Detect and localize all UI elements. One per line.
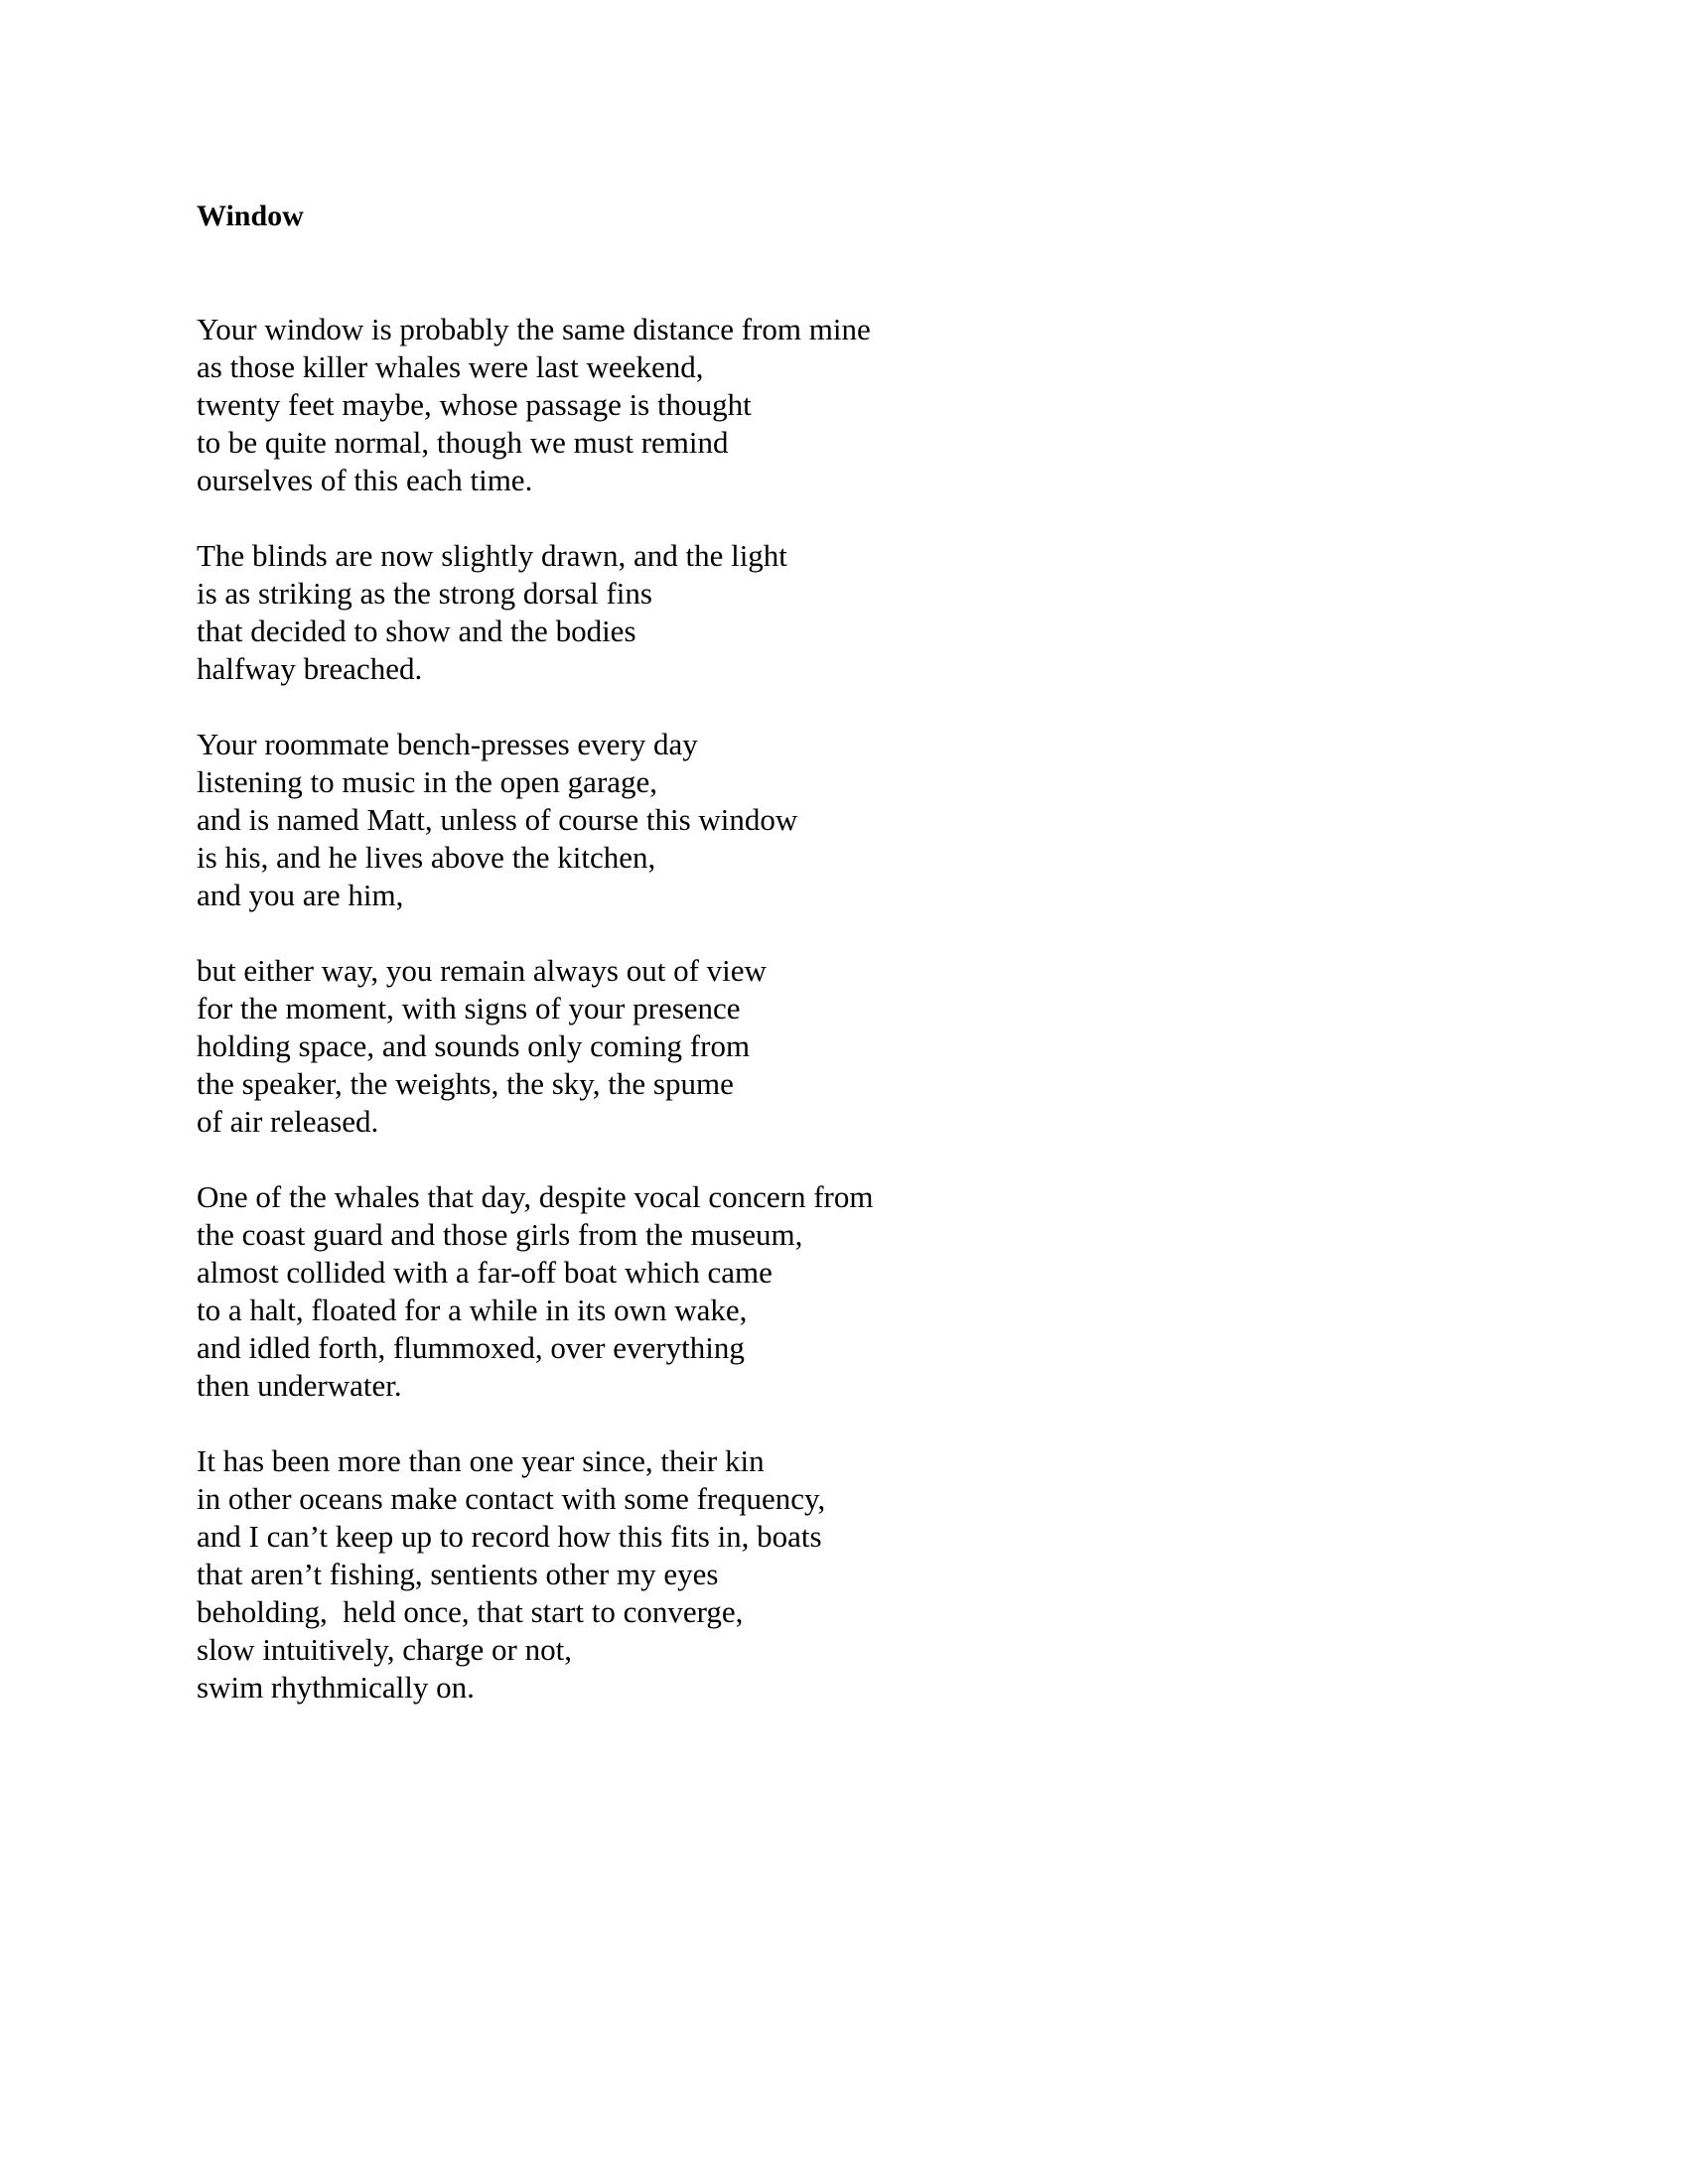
poem-line: and you are him, <box>197 878 404 912</box>
poem-line: twenty feet maybe, whose passage is thought <box>197 387 752 422</box>
poem-line: and is named Matt, unless of course this window <box>197 802 798 837</box>
poem-line: beholding, held once, that start to converge, <box>197 1594 744 1629</box>
poem-line: in other oceans make contact with some frequency, <box>197 1481 826 1516</box>
poem-line: the speaker, the weights, the sky, the spume <box>197 1066 734 1101</box>
poem-line: to a halt, floated for a while in its own wake, <box>197 1293 748 1327</box>
poem-line: and idled forth, flummoxed, over everything <box>197 1330 745 1365</box>
poem-line: is as striking as the strong dorsal fins <box>197 576 652 611</box>
poem-body <box>197 311 1487 1744</box>
poem-line: is his, and he lives above the kitchen, <box>197 840 656 875</box>
poem-title: Window <box>197 200 304 232</box>
poem-line: ourselves of this each time. <box>197 463 533 497</box>
poem-line: as those killer whales were last weekend, <box>197 349 704 384</box>
stanza-3 <box>197 726 1487 914</box>
poem-line: that decided to show and the bodies <box>197 614 636 648</box>
poem-line: slow intuitively, charge or not, <box>197 1632 572 1667</box>
poem-line: then underwater. <box>197 1368 402 1403</box>
poem-line: but either way, you remain always out of view <box>197 953 767 988</box>
poem-line: to be quite normal, though we must remind <box>197 425 729 460</box>
poem-line: halfway breached. <box>197 651 423 686</box>
stanza-6 <box>197 1442 1487 1706</box>
poem-line: the coast guard and those girls from the museum, <box>197 1217 803 1252</box>
poem-line: swim rhythmically on. <box>197 1670 475 1705</box>
poem-line: that aren’t fishing, sentients other my eyes <box>197 1557 719 1591</box>
poem-line: Your roommate bench-presses every day <box>197 727 698 761</box>
stanza-5 <box>197 1178 1487 1405</box>
poem-line: and I can’t keep up to record how this fits in, boats <box>197 1519 822 1554</box>
poem-line: Your window is probably the same distance from mine <box>197 312 871 346</box>
stanza-1 <box>197 311 1487 499</box>
poem-line: It has been more than one year since, their kin <box>197 1443 765 1478</box>
stanza-2 <box>197 537 1487 688</box>
poem-line: holding space, and sounds only coming from <box>197 1028 751 1063</box>
poem-line: almost collided with a far-off boat which came <box>197 1255 773 1290</box>
poem-line: The blinds are now slightly drawn, and the light <box>197 538 787 573</box>
poem-line: listening to music in the open garage, <box>197 764 658 799</box>
stanza-4 <box>197 952 1487 1141</box>
poem-line: of air released. <box>197 1104 379 1139</box>
poem-line: for the moment, with signs of your presence <box>197 991 741 1025</box>
poem-line: One of the whales that day, despite vocal concern from <box>197 1179 874 1214</box>
